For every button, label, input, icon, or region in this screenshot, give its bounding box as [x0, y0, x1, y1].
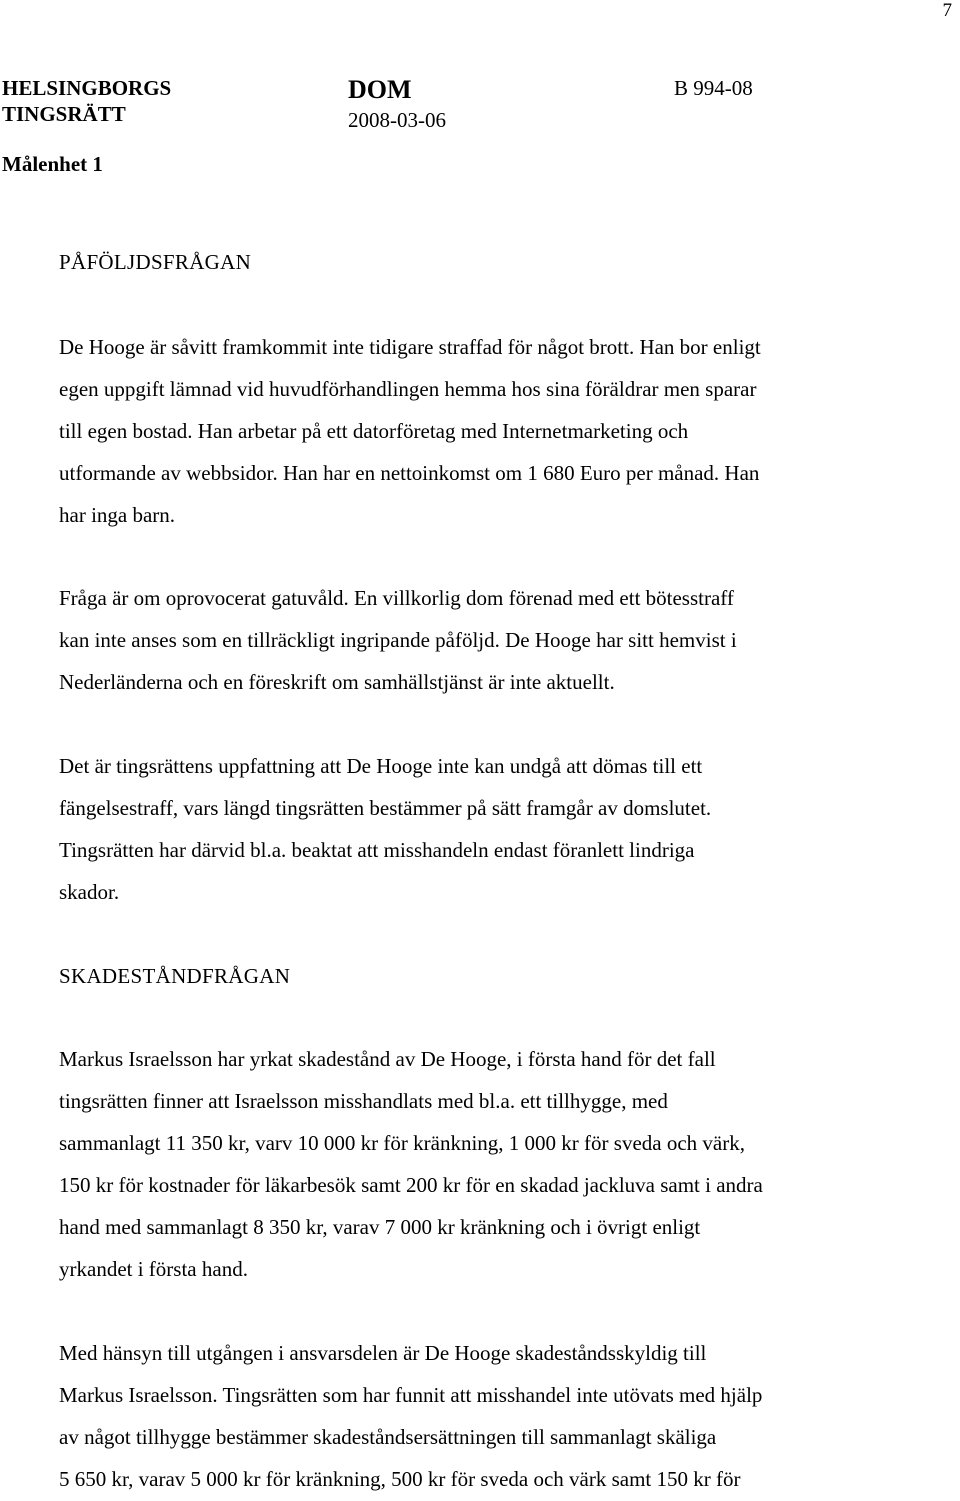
text-line: till egen bostad. Han arbetar på ett datorföretag med Internetmarketing och — [59, 418, 689, 443]
text-line: skador. — [59, 879, 120, 904]
text-line: hand med sammanlagt 8 350 kr, varav 7 000 kr kränkning och i övrigt enligt — [59, 1214, 701, 1239]
document-date: 2008-03-06 — [348, 108, 446, 132]
paragraph — [59, 327, 939, 537]
case-number: B 994-08 — [674, 76, 753, 100]
text-line: Nederländerna och en föreskrift om samhällstjänst är inte aktuellt. — [59, 669, 615, 694]
section-heading-damages: SKADESTÅNDFRÅGAN — [59, 964, 291, 988]
paragraph — [59, 1039, 939, 1290]
text-line: Markus Israelsson. Tingsrätten som har funnit att misshandel inte utövats med hjälp — [59, 1382, 763, 1407]
court-name-line2: TINGSRÄTT — [2, 102, 126, 126]
text-line: Med hänsyn till utgången i ansvarsdelen är De Hooge skadeståndsskyldig till — [59, 1341, 707, 1365]
text-line: Det är tingsrättens uppfattning att De Hooge inte kan undgå att dömas till ett — [59, 754, 703, 778]
paragraph — [59, 578, 939, 704]
page-number: 7 — [942, 0, 952, 21]
text-line: av något tillhygge bestämmer skadeståndsersättningen till sammanlagt skäliga — [59, 1424, 717, 1449]
text-line: egen uppgift lämnad vid huvudförhandlingen hemma hos sina föräldrar men sparar — [59, 376, 757, 401]
text-line: Markus Israelsson har yrkat skadestånd av De Hooge, i första hand för det fall — [59, 1047, 716, 1071]
court-unit: Målenhet 1 — [2, 152, 103, 176]
text-line: fängelsestraff, vars längd tingsrätten bestämmer på sätt framgår av domslutet. — [59, 795, 712, 820]
text-line: Tingsrätten har därvid bl.a. beaktat att misshandeln endast föranlett lindriga — [59, 837, 695, 862]
text-line: 150 kr för kostnader för läkarbesök samt 200 kr för en skadad jackluva samt i andra — [59, 1172, 763, 1197]
section-heading-sentence: PÅFÖLJDSFRÅGAN — [59, 250, 252, 274]
court-name-line1: HELSINGBORGS — [2, 76, 172, 100]
text-line: yrkandet i första hand. — [59, 1256, 248, 1281]
paragraph — [59, 746, 939, 914]
text-line: Fråga är om oprovocerat gatuvåld. En villkorlig dom förenad med ett bötesstraff — [59, 586, 734, 610]
document-type: DOM — [348, 75, 412, 104]
text-line: sammanlagt 11 350 kr, varv 10 000 kr för kränkning, 1 000 kr för sveda och värk, — [59, 1130, 745, 1155]
text-line: 5 650 kr, varav 5 000 kr för kränkning, 500 kr för sveda och värk samt 150 kr för — [59, 1466, 741, 1491]
text-line: har inga barn. — [59, 502, 176, 527]
court-name — [2, 75, 171, 127]
text-line: De Hooge är såvitt framkommit inte tidigare straffad för något brott. Han bor enligt — [59, 335, 761, 359]
text-line: utformande av webbsidor. Han har en nettoinkomst om 1 680 Euro per månad. Han — [59, 460, 760, 485]
text-line: tingsrätten finner att Israelsson misshandlats med bl.a. ett tillhygge, med — [59, 1088, 668, 1113]
paragraph — [59, 1333, 939, 1501]
text-line: kan inte anses som en tillräckligt ingripande påföljd. De Hooge har sitt hemvist i — [59, 627, 737, 652]
